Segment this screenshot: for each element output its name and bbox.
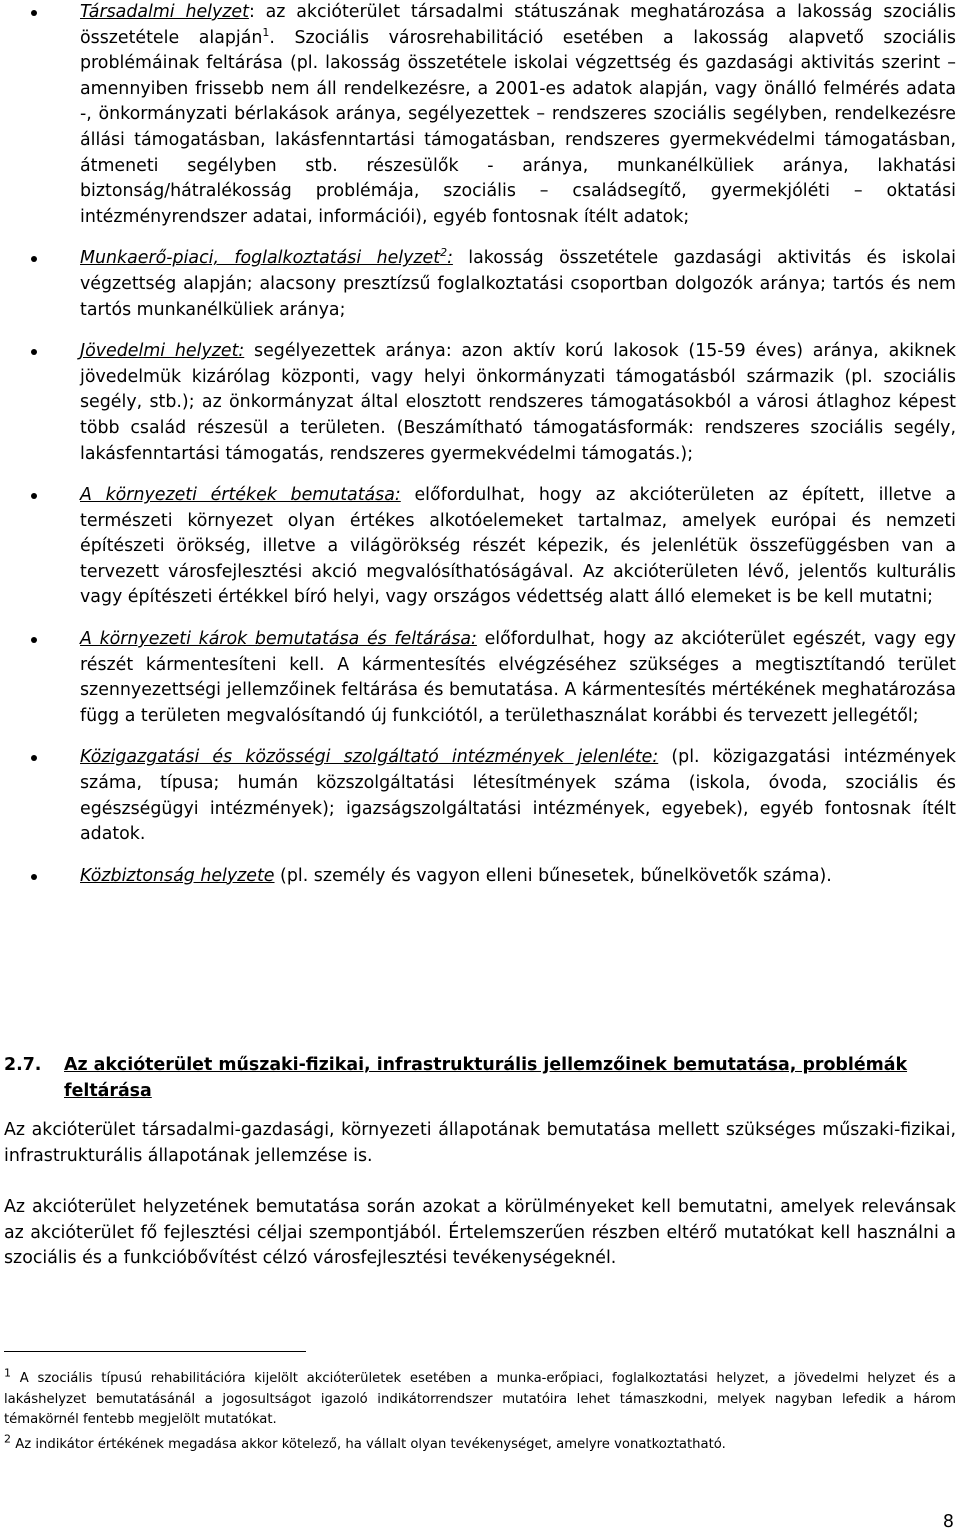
list-item: [0, 864, 960, 890]
footnote-ref: 1: [262, 25, 270, 39]
footnote-text: Az indikátor értékének megadása akkor kötelező, ha vállalt olyan tevékenységet, amelyre vonatkoztatható.: [15, 1436, 726, 1452]
footnote: [4, 1366, 956, 1431]
list-item: [0, 627, 960, 729]
list-item: [0, 0, 960, 230]
section-heading: [4, 1052, 954, 1104]
item-term: Jövedelmi helyzet:: [80, 341, 245, 362]
bullet-icon: [31, 10, 37, 16]
item-text: (pl. közigazgatási intézmények száma, típusa; humán közszolgáltatási létesítmények száma (iskola, óvoda, szociális és egészségügyi intézmények); igazságszolgáltatási intézmények, egyebek), egyéb fontosnak ítélt adatok.: [80, 747, 956, 845]
section-title: Az akcióterület műszaki-fizikai, infrastrukturális jellemzőinek bemutatása, problémák feltárása: [64, 1055, 908, 1101]
page-number: 8: [942, 1512, 954, 1532]
list-item: [0, 745, 960, 847]
body-paragraph: Az akcióterület társadalmi-gazdasági, környezeti állapotának bemutatása mellett szükséges műszaki-fizikai, infrastrukturális állapotának jellemzése is.: [4, 1120, 956, 1166]
item-text: segélyezettek aránya: azon aktív korú lakosok (15-59 éves) aránya, akiknek jövedelmük kizárólag központi, vagy helyi önkormányzati támogatásból származik (pl. szociális segély, stb.); az önkormányzat által elosztott rendszeres támogatásokból a városi átlaghoz képest több család részesül a területen. (Beszámítható támogatásformák: rendszeres szociális segély, lakásfenntartási támogatás, rendszeres gyermekvédelmi támogatás.);: [80, 341, 956, 464]
bullet-icon: [31, 874, 37, 880]
bullet-icon: [31, 256, 37, 262]
bullet-icon: [31, 349, 37, 355]
bullet-icon: [31, 755, 37, 761]
section-number: 2.7.: [4, 1055, 42, 1075]
bullet-icon: [31, 493, 37, 499]
bullet-icon: [31, 637, 37, 643]
item-text: . Szociális városrehabilitáció esetében a lakosság alapvető szociális problémáinak feltárása (pl. lakosság összetétele iskolai végzettség és gazdasági aktivitás szerint – amennyiben frissebb nem áll rendelkezésre, a 2001-es adatok alapján, vagy önálló felmérés adata -, önkormányzati bérlakások aránya, segélyezettek – rendszeres szociális segélyben, rendelkezésre állási támogatásban, lakásfenntartási támogatásban, rendszeres gyermekvédelmi támogatásban, átmeneti segélyben stb. részesülők - aránya, munkanélküliek aránya, lakhatási biztonság/hátralékosság problémája, szociális – családsegítő, gyermekjóléti – oktatási intézményrendszer adatai, információi), egyéb fontosnak ítélt adatok;: [80, 27, 956, 227]
list-item: [0, 339, 960, 467]
item-text: : az akcióterület társadalmi státuszának meghatározása a lakosság szociális összetétele alapján: [80, 2, 956, 48]
footnotes: [4, 1366, 956, 1459]
list-item: [0, 483, 960, 611]
footnote: [4, 1432, 956, 1456]
footnote-number: 1: [4, 1366, 11, 1380]
item-text: előfordulhat, hogy az akcióterület egészét, vagy egy részét kármentesíteni kell. A kármentesítés elvégzéséhez szükséges a megtisztítandó terület szennyezettségi jellemzőinek feltárása és bemutatása. A kármentesítés mértékének meghatározása függ a területen megvalósítandó új funkciótól, a területhasználat korábbi és tervezett jellegétől;: [80, 629, 956, 726]
item-term: A környezeti értékek bemutatása:: [80, 485, 401, 506]
item-text: lakosság összetétele gazdasági aktivitás és iskolai végzettség alapján; alacsony presztízsű foglalkoztatási csoportban dolgozók aránya; tartós és nem tartós munkanélküliek aránya;: [80, 248, 956, 320]
item-term: Közbiztonság helyzete: [80, 865, 275, 886]
item-term: Munkaerő-piaci, foglalkoztatási helyzet$^2$:: [80, 246, 453, 269]
body-paragraph: Az akcióterület helyzetének bemutatása során azokat a körülményeket kell bemutatni, amelyek relevánsak az akcióterület fő fejlesztési céljai szempontjából. Értelemszerűen részben eltérő mutatókat kell használni a szociális és a funkcióbővítést célzó városfejlesztési tevékenységeknél.: [4, 1197, 956, 1269]
list-item: [0, 246, 960, 323]
footnote-number: 2: [4, 1432, 11, 1446]
footnote-divider: [4, 1351, 306, 1352]
item-text: (pl. személy és vagyon elleni bűnesetek, bűnelkövetők száma).: [274, 865, 832, 886]
item-term: Társadalmi helyzet: [80, 2, 249, 22]
footnote-ref: 2: [440, 246, 448, 260]
item-term: A környezeti károk bemutatása és feltárása:: [80, 629, 477, 650]
item-text: előfordulhat, hogy az akcióterületen az épített, illetve a természeti környezet olyan értékes alkotóelemeket tartalmaz, amelyek európai és nemzeti építészeti örökség, illetve a világörökség részét képezik, és jelenlétük összefüggésben van a tervezett városfejlesztési akció megvalósíthatóságával. Az akcióterületen lévő, jelentős kulturális vagy építészeti értékkel bíró helyi, vagy országos védettség alatt álló elemeket is be kell mutatni;: [80, 485, 956, 608]
footnote-text: A szociális típusú rehabilitációra kijelölt akcióterületek esetében a munka-erőpiaci, foglalkoztatási helyzet, a jövedelmi helyzet és a lakáshelyzet bemutatásánál a jogosultságot igazoló indikátorrendszer mutatóira lehet támaszkodni, melyek nagyban lefedik a három témakörnél fentebb megjelölt mutatókat.: [4, 1371, 956, 1428]
item-term: Közigazgatási és közösségi szolgáltató intézmények jelenléte:: [80, 747, 659, 768]
